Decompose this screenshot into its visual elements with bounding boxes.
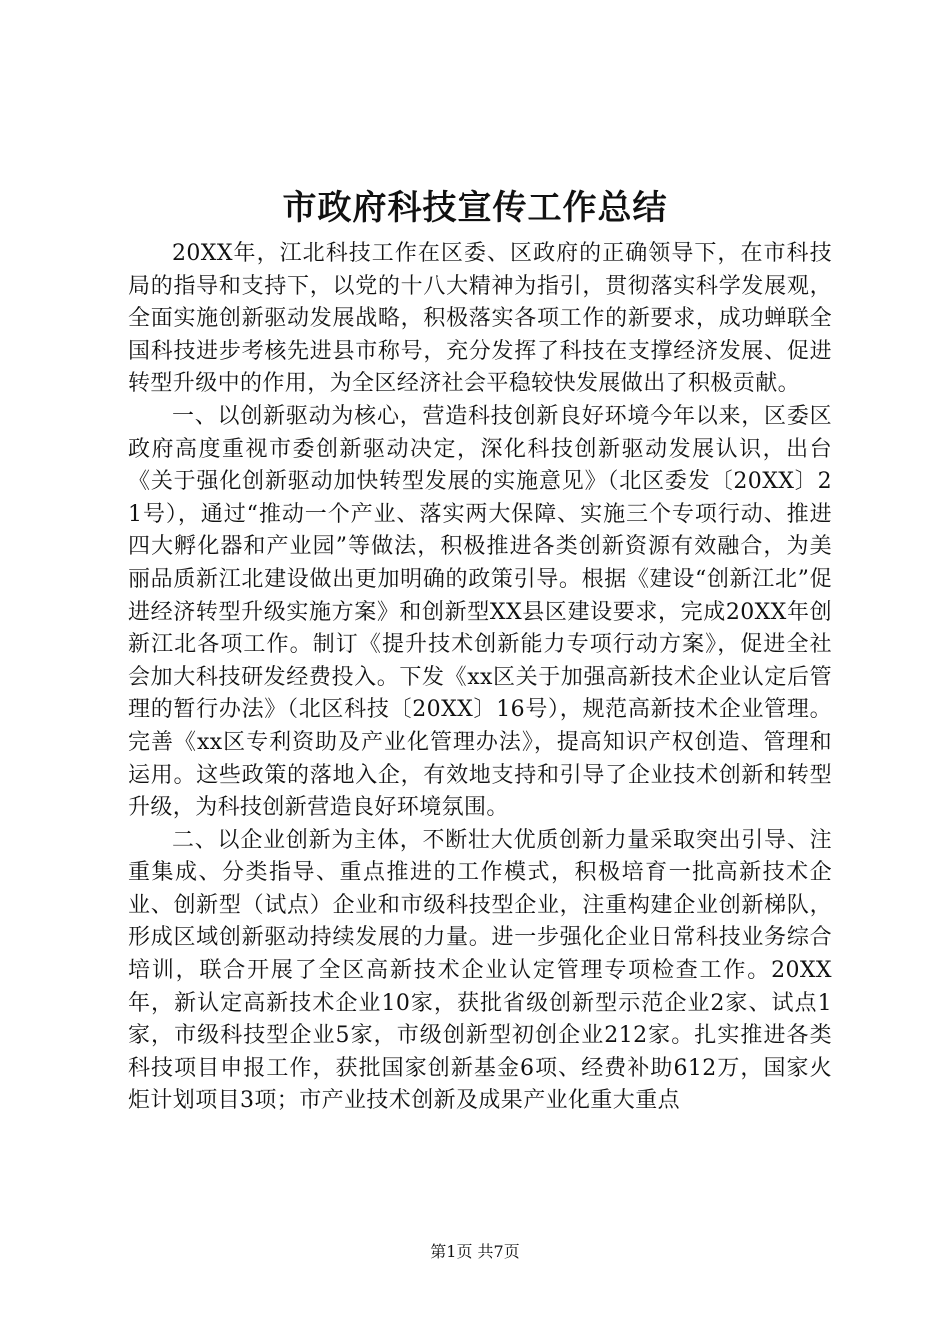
document-body xyxy=(128,238,832,1118)
document-title: 市政府科技宣传工作总结 xyxy=(282,188,668,228)
page-number-footer: 第1页 共7页 xyxy=(430,1242,520,1261)
paragraph-section-1: 一、以创新驱动为核心，营造科技创新良好环境今年以来，区委区政府高度重视市委创新驱动决定，深化科技创新驱动发展认识，出台《关于强化创新驱动加快转型发展的实施意见》（北区委发〔20XX〕21号），通过“推动一个产业、落实两大保障、实施三个专项行动、推进四大孵化器和产业园”等做法，积极推进各类创新资源有效融合，为美丽品质新江北建设做出更加明确的政策引导。根据《建设“创新江北”促进经济转型升级实施方案》和创新型XX县区建设要求，完成20XX年创新江北各项工作。制订《提升技术创新能力专项行动方案》，促进全社会加大科技研发经费投入。下发《xx区关于加强高新技术企业认定后管理的暂行办法》（北区科技〔20XX〕16号），规范高新技术企业管理。完善《xx区专利资助及产业化管理办法》，提高知识产权创造、管理和运用。这些政策的落地入企，有效地支持和引导了企业技术创新和转型升级，为科技创新营造良好环境氛围。 xyxy=(128,403,832,821)
paragraph-section-2: 二、以企业创新为主体，不断壮大优质创新力量采取突出引导、注重集成、分类指导、重点推进的工作模式，积极培育一批高新技术企业、创新型（试点）企业和市级科技型企业，注重构建企业创新梯队，形成区域创新驱动持续发展的力量。进一步强化企业日常科技业务综合培训，联合开展了全区高新技术企业认定管理专项检查工作。20XX年，新认定高新技术企业10家，获批省级创新型示范企业2家、试点1家，市级科技型企业5家，市级创新型初创企业212家。扎实推进各类科技项目申报工作，获批国家创新基金6项、经费补助612万，国家火炬计划项目3项；市产业技术创新及成果产业化重大重点 xyxy=(128,827,832,1114)
paragraph-intro: 20XX年，江北科技工作在区委、区政府的正确领导下，在市科技局的指导和支持下，以党的十八大精神为指引，贯彻落实科学发展观，全面实施创新驱动发展战略，积极落实各项工作的新要求，成功蝉联全国科技进步考核先进县市称号，充分发挥了科技在支撑经济发展、促进转型升级中的作用，为全区经济社会平稳较快发展做出了积极贡献。 xyxy=(128,241,832,397)
